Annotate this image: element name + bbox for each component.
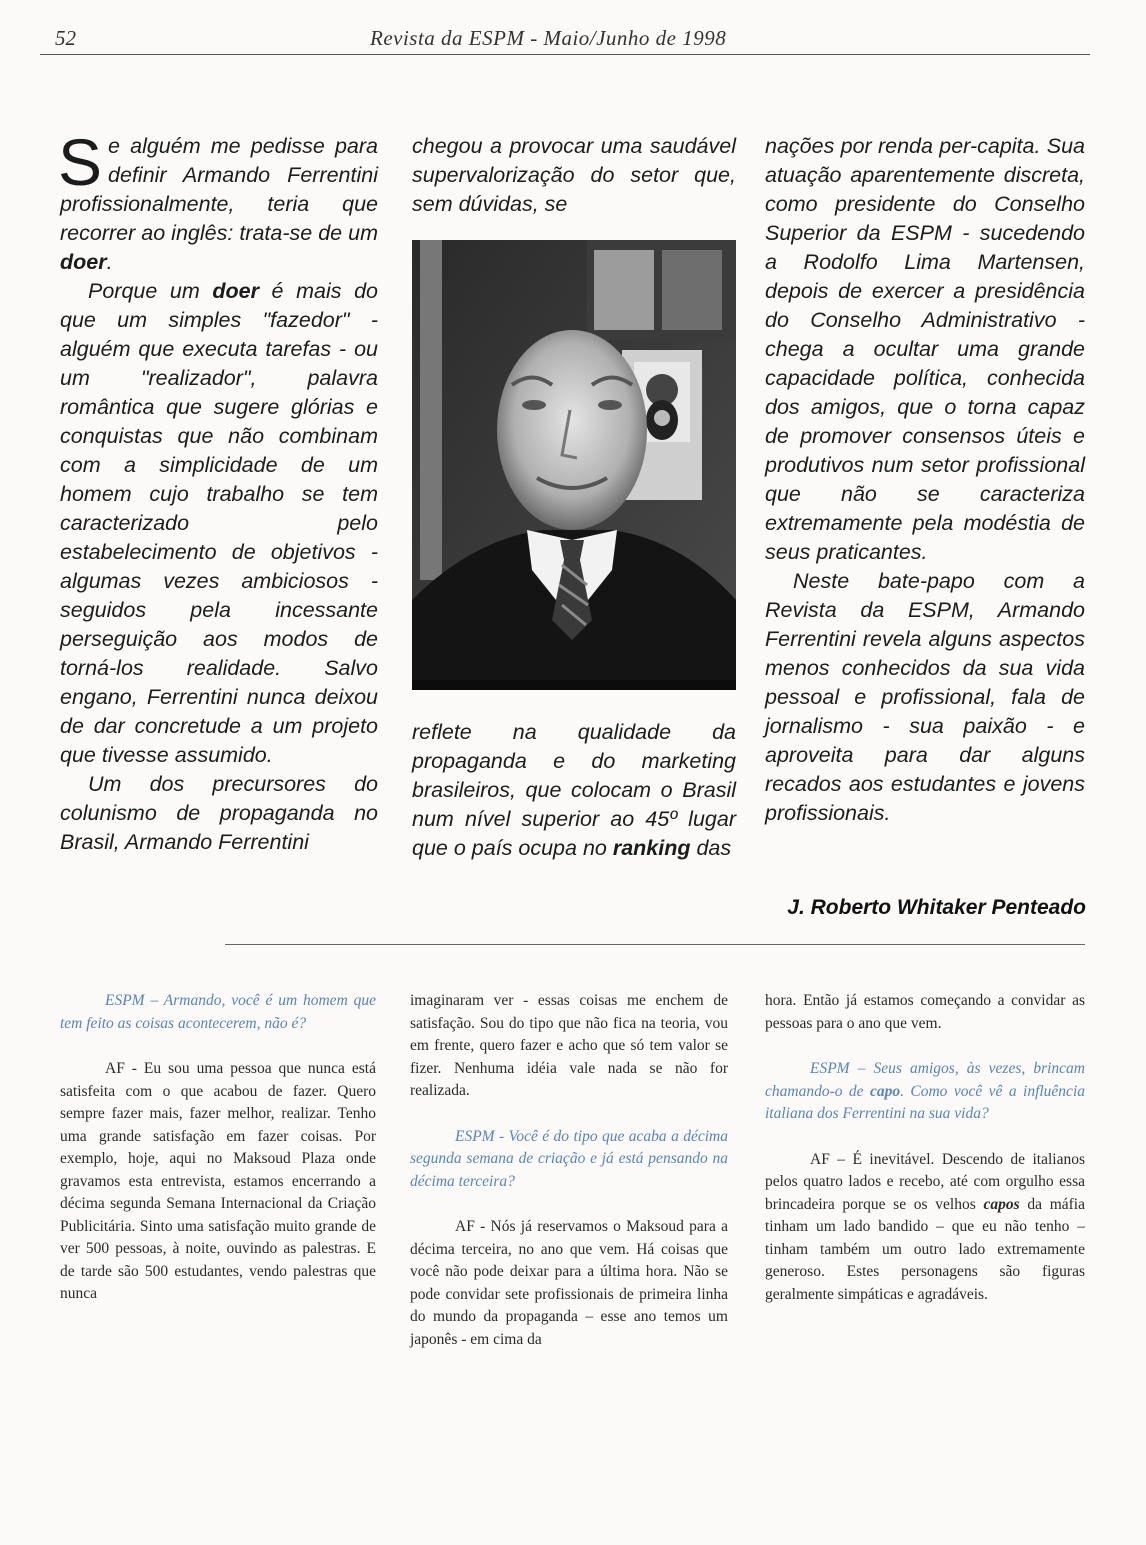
interview-answer-continued: hora. Então já estamos começando a convidar as pessoas para o ano que vem. — [765, 992, 1085, 1032]
section-divider — [225, 944, 1085, 945]
emphasis-ranking: ranking — [612, 836, 691, 860]
intro-column-3 — [765, 132, 1085, 828]
emphasis-capos: capos — [983, 1195, 1020, 1213]
interview-column-1 — [60, 990, 376, 1306]
intro-paragraph: reflete na qualidade da propaganda e do marketing brasileiros, que colocam o Brasil num nível superior ao 45º lugar que o país ocupa no ranking das — [412, 720, 736, 860]
publication-title: Revista da ESPM - Maio/Junho de 1998 — [370, 26, 727, 50]
emphasis-doer: doer — [212, 279, 259, 303]
interview-column-2 — [410, 990, 728, 1351]
author-byline: J. Roberto Whitaker Penteado — [787, 896, 1086, 919]
interview-column-3 — [765, 990, 1085, 1306]
emphasis-doer: doer — [60, 250, 107, 274]
intro-column-1 — [58, 125, 378, 857]
interview-question: ESPM - Você é do tipo que acaba a décima segunda semana de criação e já está pensando na décima terceira? — [410, 1127, 728, 1190]
intro-paragraph: chegou a provocar uma saudável supervalorização do setor que, sem dúvidas, se — [412, 134, 736, 216]
intro-paragraph-3: Um dos precursores do colunismo de propaganda no Brasil, Armando Ferrentini — [60, 772, 378, 854]
interview-question: ESPM – Seus amigos, às vezes, brincam chamando-o de capo. Como você vê a influência italiana dos Ferrentini na sua vida? — [765, 1060, 1085, 1122]
intro-column-2-top — [412, 132, 736, 219]
interview-answer: AF – É inevitável. Descendo de italianos pelos quatro lados e recebo, até com orgulho essa brincadeira porque se os velhos capos da máfia tinham um lado bandido – que eu não tenho – tinham também um outro lado extremamente generoso. Estes personagens são figuras geralmente simpáticas e agradáveis. — [765, 1150, 1085, 1303]
emphasis-capo: capo — [869, 1082, 901, 1100]
intro-paragraph-2: Porque um doer é mais do que um simples "fazedor" - alguém que executa tarefas - ou um "realizador", palavra romântica que sugere glórias e conquistas que não combinam com a simplicidade de um homem cujo trabalho se tem caracterizado pelo estabelecimento de objetivos - algumas vezes ambiciosos - seguidos pela incessante perseguição aos modos de torná-los realidade. Salvo engano, Ferrentini nunca deixou de dar concretude a um projeto que tivesse assumido. — [60, 279, 378, 767]
page-number: 52 — [55, 26, 76, 50]
interview-question: ESPM – Armando, você é um homem que tem feito as coisas acontecerem, não é? — [60, 992, 376, 1032]
portrait-photo — [412, 240, 736, 690]
interview-answer: AF - Eu sou uma pessoa que nunca está satisfeita com o que acabou de fazer. Quero sempre fazer mais, fazer melhor, realizar. Tenho uma grande satisfação em fazer coisas. Por exemplo, hoje, aqui no Maksoud Plaza onde gravamos esta entrevista, estamos encerrando a décima segunda Semana Internacional da Criação Publicitária. Sinto uma satisfação muito grande de ver 500 pessoas, à noite, ouvindo as palestras. E de tarde são 500 estudantes, vendo palestras que nunca — [60, 1060, 376, 1302]
intro-paragraph: nações por renda per-capita. Sua atuação aparentemente discreta, como presidente do Conselho Superior da ESPM - sucedendo a Rodolfo Lima Martensen, depois de exercer a presidência do Conselho Administrativo - chega a ocultar uma grande capacidade política, conhecida dos amigos, que o torna capaz de promover consensos úteis e produtivos num setor profissional que não se caracteriza extremamente pela modéstia de seus praticantes. — [765, 134, 1085, 564]
intro-paragraph-1: Se alguém me pedisse para definir Armando Ferrentini profissionalmente, teria que recorrer ao inglês: trata-se de um doer. — [58, 125, 378, 274]
intro-column-2-bottom — [412, 718, 736, 863]
intro-paragraph: Neste bate-papo com a Revista da ESPM, Armando Ferrentini revela alguns aspectos menos conhecidos da sua vida pessoal e profissional, fala de jornalismo - sua paixão - e aproveita para dar alguns recados aos estudantes e jovens profissionais. — [765, 569, 1085, 825]
interview-answer: AF - Nós já reservamos o Maksoud para a décima terceira, no ano que vem. Há coisas que você não pode deixar para a última hora. Não se pode convidar sete profissionais de primeira linha do mundo da propaganda – esse ano temos um japonês - em cima da — [410, 1218, 728, 1348]
drop-cap: S — [58, 125, 103, 199]
portrait-image — [412, 240, 736, 690]
interview-answer-continued: imaginaram ver - essas coisas me enchem de satisfação. Sou do tipo que não fica na teoria, vou em frente, quero fazer e acho que só tem valor se fizer. Nenhuma idéia vale nada se não for realizada. — [410, 992, 728, 1099]
running-header — [40, 22, 1090, 55]
